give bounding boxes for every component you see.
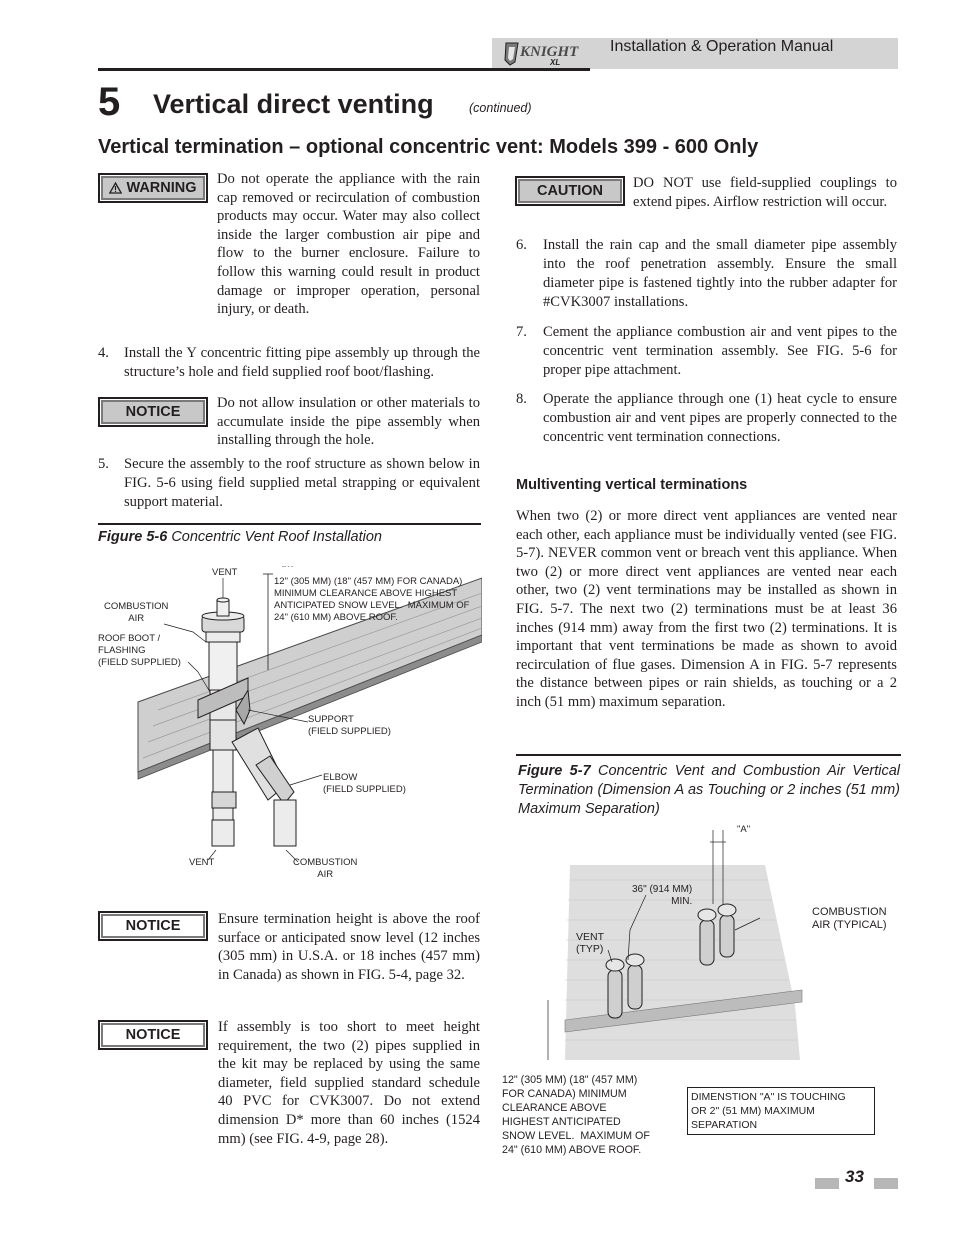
figure-6-number: Figure 5-6 <box>98 529 168 545</box>
notice-3-text: If assembly is too short to meet height requirement, the two (2) pipes supplied in the kit may be replaced by using the same diameter, field supplied standard schedule 40 PVC for CVK3007. Do not extend dimension D* more than 60 inches (1524 mm) (see FIG. 4-9, page 28). <box>218 1019 480 1147</box>
notice-label-1-text: NOTICE <box>125 404 181 420</box>
fig6-label-vent-bottom: VENT <box>189 857 215 868</box>
step-7-number: 7. <box>516 324 527 340</box>
multiventing-text: When two (2) or more direct vent appliances are vented near each other, each appliance must be individually vented (see FIG. 5-7). NEVER common vent or breach vent this appliance. When two (2) or more direct vent appliances are vented near each other, two (2) vent terminations may be installed as shown in FIG. 5-7. The next two (2) terminations must be at least 36 inches (914 mm) away from the first two (2) terminations. It is important that vent terminations be made as shown to avoid recirculation of flue gases. Dimension A in FIG. 5-7 represents the distance between pipes or rain shields, as touching or a 2 inch (51 mm) maximum separation. <box>516 508 897 710</box>
caution-label <box>515 176 625 206</box>
manual-title: Installation & Operation Manual <box>610 38 834 55</box>
step-5-text: Secure the assembly to the roof structure as shown below in FIG. 5-6 using field supplied metal strapping or equivalent support material. <box>124 456 480 510</box>
figure-7-caption-text: Concentric Vent and Combustion Air Vertical Termination (Dimension A as Touching or 2 inches (51 mm) Maximum Separation) <box>518 763 900 817</box>
fig6-label-combustion-air: COMBUSTION AIR <box>104 601 169 624</box>
caution-label-text: CAUTION <box>536 183 604 199</box>
svg-text:XL: XL <box>550 58 561 67</box>
step-7 <box>516 323 897 380</box>
step-6-text: Install the rain cap and the small diameter pipe assembly into the roof penetration assembly. Ensure the small diameter pipe is fastened tightly into the rubber adapter for #CVK3007 installations. <box>543 237 897 310</box>
fig6-label-roof-boot: ROOF BOOT / FLASHING (FIELD SUPPLIED) <box>98 633 181 668</box>
svg-text:KNIGHT: KNIGHT <box>520 44 579 60</box>
warning-text: Do not operate the appliance with the rain cap removed or recirculation of combustion products may occur. Water may also collect inside the larger combustion air pipe and flow to the burner enclosure. Failure to follow this warning could result in product damage or improper operation, personal injury, or death. <box>217 171 480 318</box>
step-6-number: 6. <box>516 237 527 253</box>
figure-7-rule <box>516 754 901 756</box>
fig7-label-vent: VENT (TYP) <box>576 931 605 955</box>
fig6-label-combustion-air-bottom: COMBUSTION AIR <box>293 857 358 880</box>
figure-7-number: Figure 5-7 <box>518 763 591 779</box>
page-bar-left <box>815 1178 839 1189</box>
chapter-number: 5 <box>98 80 121 124</box>
figure-6-caption-text: Concentric Vent Roof Installation <box>171 529 382 545</box>
page-bar-right <box>874 1178 898 1189</box>
notice-label-3 <box>98 1020 208 1050</box>
notice-label-3-text: NOTICE <box>125 1027 181 1043</box>
step-8 <box>516 390 897 447</box>
notice-label-1 <box>98 397 208 427</box>
step-4 <box>98 344 480 382</box>
warning-triangle-icon <box>109 182 122 194</box>
step-8-text: Operate the appliance through one (1) heat cycle to ensure combustion air and vent pipes are properly connected to the concentric vent termination connections. <box>543 391 897 445</box>
brand-logo <box>502 40 582 67</box>
step-4-number: 4. <box>98 345 109 361</box>
figure-7-caption <box>518 762 900 819</box>
warning-label-text: WARNING <box>126 180 197 196</box>
notice-label-2 <box>98 911 208 941</box>
step-5-number: 5. <box>98 456 109 472</box>
multiventing-heading: Multiventing vertical terminations <box>516 477 748 493</box>
fig6-label-vent-top: VENT <box>212 567 238 578</box>
page-number: 33 <box>845 1167 864 1186</box>
fig6-label-support: SUPPORT (FIELD SUPPLIED) <box>308 714 391 737</box>
notice-label-2-text: NOTICE <box>125 918 181 934</box>
notice-1-text: Do not allow insulation or other materials to accumulate inside the pipe assembly when installing through the hole. <box>217 395 480 449</box>
fig7-label-36-min: 36" (914 MM) MIN. <box>632 884 693 907</box>
header-rule <box>98 68 590 71</box>
fig7-label-a: "A" <box>737 824 751 835</box>
fig7-label-combustion-air: COMBUSTION AIR (TYPICAL) <box>812 906 887 931</box>
svg-text:-- - -: -- - - <box>282 564 293 570</box>
fig6-label-clearance: 12" (305 MM) (18" (457 MM) FOR CANADA) MINIMUM CLEARANCE ABOVE HIGHEST ANTICIPATED SNOW LEVEL. MAXIMUM OF 24" (610 MM) ABOVE ROOF. <box>274 576 470 623</box>
section-title: Vertical termination – optional concentric vent: Models 399 - 600 Only <box>98 136 759 158</box>
fig7-label-dimension-a: DIMENSTION "A" IS TOUCHING OR 2" (51 MM) MAXIMUM SEPARATION <box>687 1087 875 1135</box>
continued-note: (continued) <box>469 101 532 115</box>
figure-6-rule <box>98 523 481 525</box>
step-4-text: Install the Y concentric fitting pipe assembly up through the structure’s hole and field supplied roof boot/flashing. <box>124 345 480 380</box>
caution-text: DO NOT use field-supplied couplings to extend pipes. Airflow restriction will occur. <box>633 175 897 210</box>
step-6 <box>516 236 897 312</box>
fig7-label-clearance: 12" (305 MM) (18" (457 MM) FOR CANADA) MINIMUM CLEARANCE ABOVE HIGHEST ANTICIPATED SNOW LEVEL. MAXIMUM OF 24" (610 MM) ABOVE ROOF. <box>502 1074 650 1156</box>
figure-6-caption <box>98 528 481 547</box>
warning-label <box>98 173 208 203</box>
step-5 <box>98 455 480 512</box>
fig6-label-elbow: ELBOW (FIELD SUPPLIED) <box>323 772 406 795</box>
chapter-title: Vertical direct venting <box>153 89 434 119</box>
step-7-text: Cement the appliance combustion air and vent pipes to the concentric vent termination assembly. See FIG. 5-6 for proper pipe attachment. <box>543 324 897 378</box>
step-8-number: 8. <box>516 391 527 407</box>
notice-2-text: Ensure termination height is above the roof surface or anticipated snow level (12 inches (305 mm) in U.S.A. or 18 inches (457 mm) in Canada) as shown in FIG. 5-4, page 32. <box>218 911 480 983</box>
